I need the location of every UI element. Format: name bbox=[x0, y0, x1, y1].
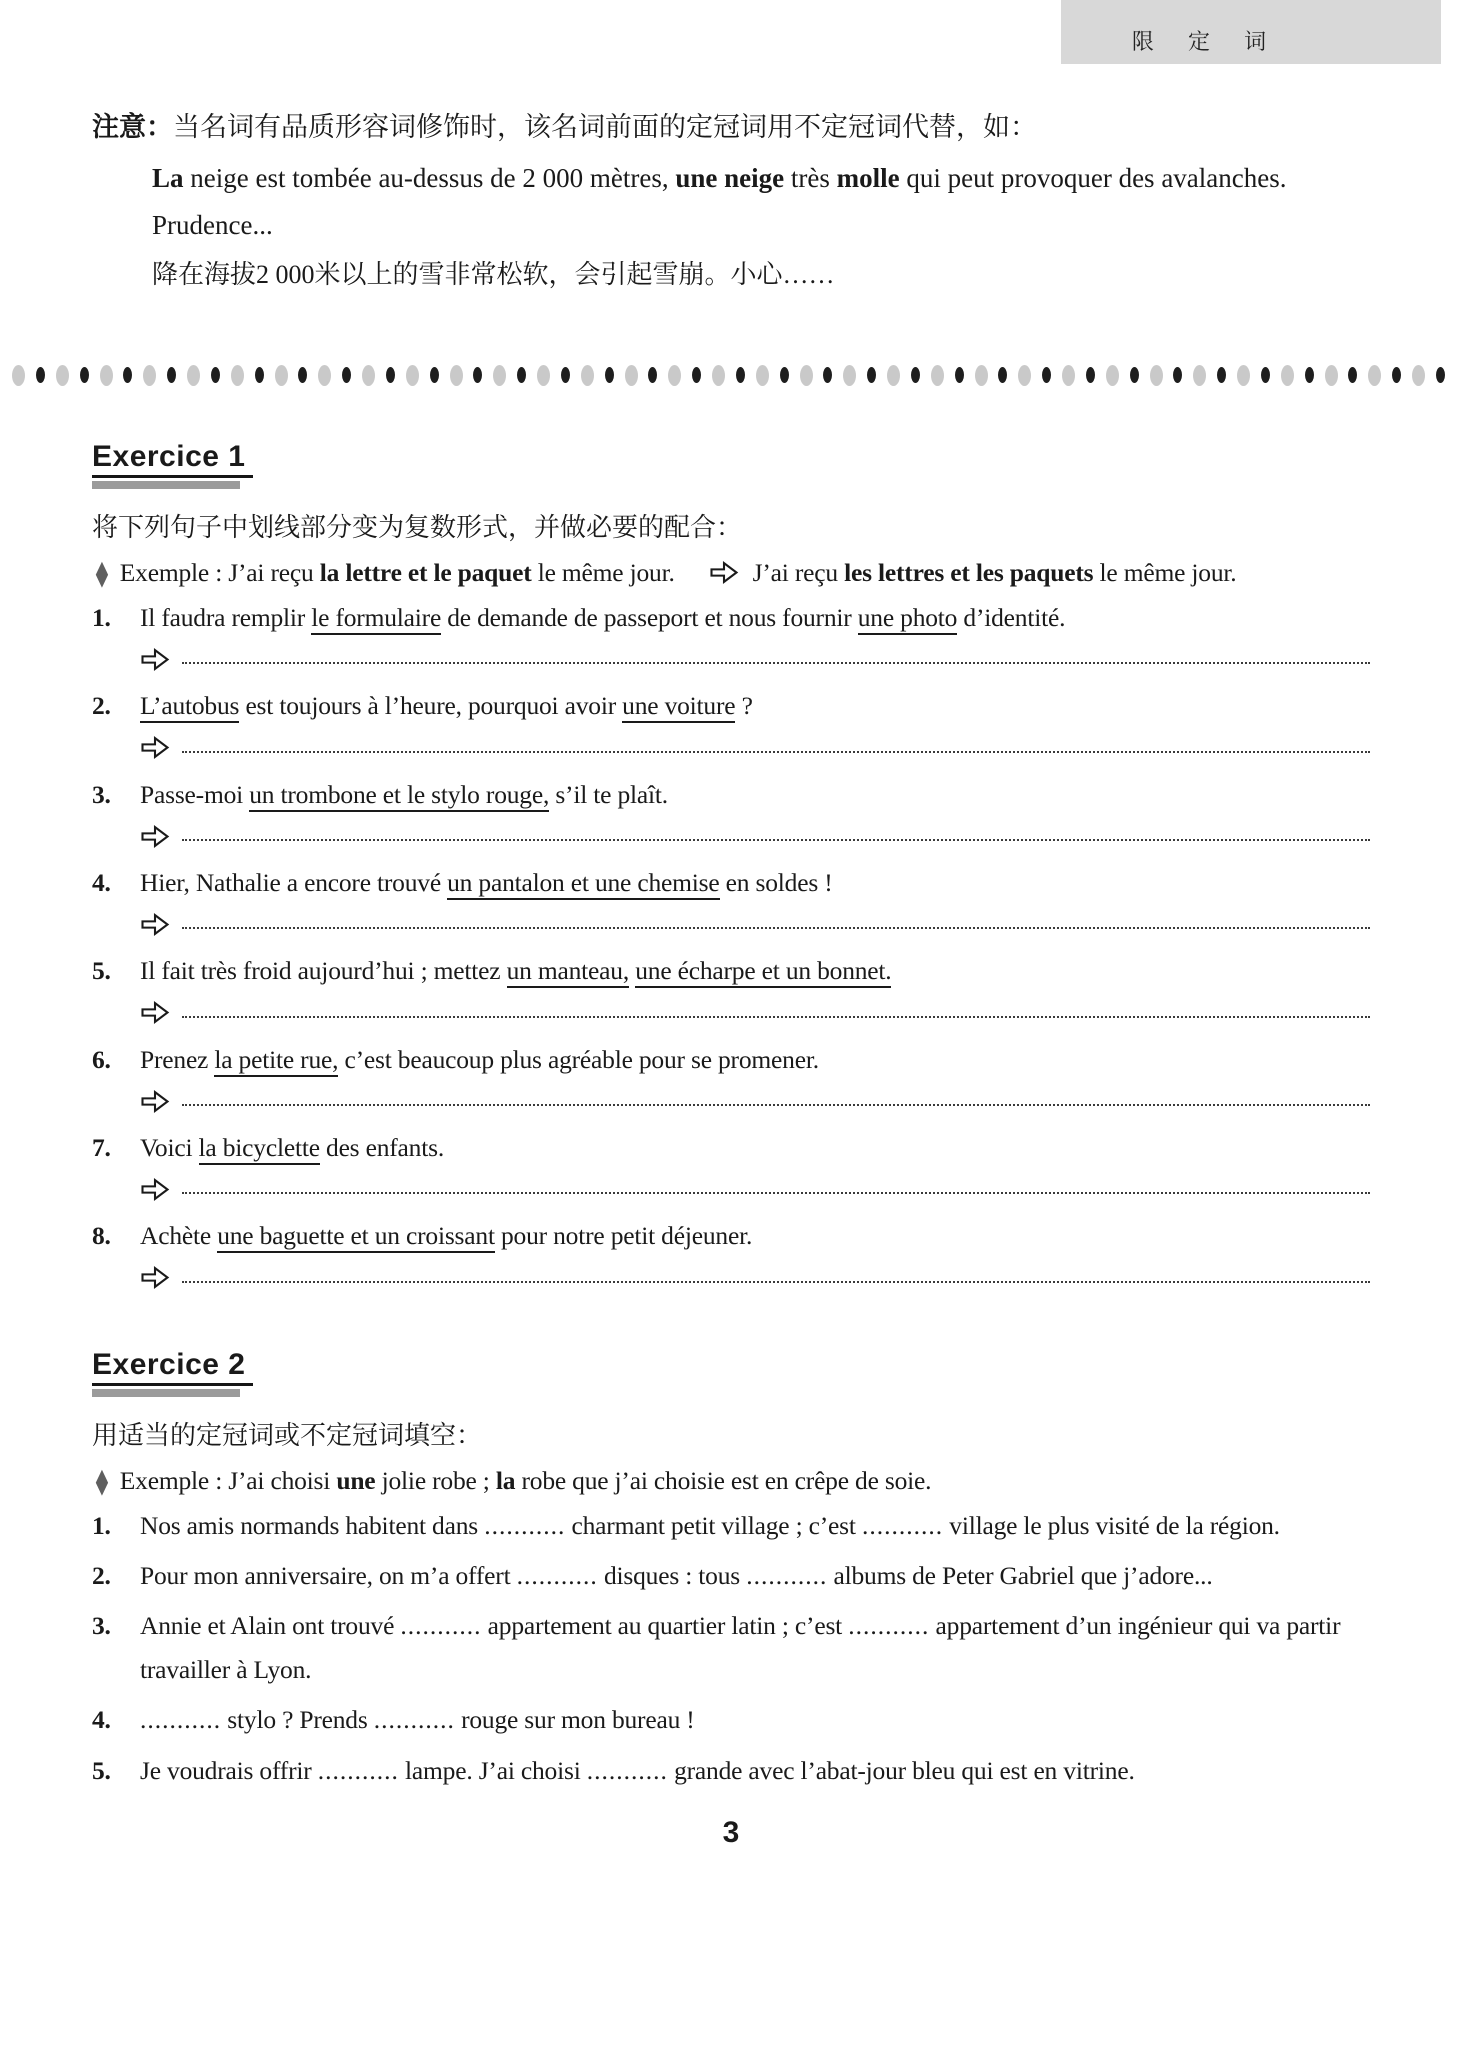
divider-dot-dark bbox=[998, 367, 1007, 383]
exercise-item bbox=[92, 1504, 1370, 1547]
text-segment-bold: une bbox=[336, 1465, 376, 1495]
dotted-answer-rule bbox=[182, 751, 1370, 753]
text-segment-normal: grande avec l’abat-jour bleu qui est en vitrine. bbox=[667, 1755, 1135, 1785]
exercise-1-example bbox=[92, 553, 1370, 592]
text-segment-normal: pour notre petit déjeuner. bbox=[494, 1221, 753, 1251]
item-number: 1. bbox=[92, 603, 111, 633]
item-sentence bbox=[140, 1504, 1370, 1547]
exercise-item bbox=[92, 949, 1370, 992]
right-arrow-icon bbox=[140, 1000, 170, 1025]
exercise-2-example bbox=[92, 1461, 1370, 1499]
text-segment-normal: des enfants. bbox=[319, 1133, 444, 1163]
divider-dot-dark bbox=[1086, 367, 1095, 383]
answer-line bbox=[140, 1171, 1370, 1207]
text-segment-normal: Prenez bbox=[140, 1044, 215, 1074]
exercise-2-heading bbox=[92, 1348, 1370, 1397]
text-segment-blank: ........... bbox=[484, 1510, 566, 1540]
exercise-item bbox=[92, 1038, 1370, 1081]
divider-dot-light bbox=[406, 365, 419, 386]
text-segment-normal: appartement d’un ingénieur qui va partir travailler à Lyon. bbox=[140, 1611, 1341, 1684]
text-segment-normal: s’il te plaît. bbox=[549, 779, 668, 809]
divider-dot-dark bbox=[1173, 367, 1182, 383]
exercise-item bbox=[92, 1214, 1370, 1257]
item-sentence bbox=[140, 1698, 1370, 1741]
divider-dot-light bbox=[1412, 365, 1425, 386]
note-example-chinese: 降在海拔2 000米以上的雪非常松软，会引起雪崩。小心…… bbox=[152, 260, 835, 290]
text-segment-bold: La bbox=[152, 163, 184, 194]
page-number: 3 bbox=[722, 1815, 740, 1849]
text-segment-normal: Achète bbox=[140, 1221, 218, 1251]
text-segment-underline: le formulaire bbox=[311, 603, 441, 635]
text-segment-normal: Exemple : J’ai choisi bbox=[119, 1465, 337, 1495]
exercise-1-instruction: 将下列句子中划线部分变为复数形式，并做必要的配合： bbox=[92, 513, 743, 543]
answer-line bbox=[140, 1260, 1370, 1296]
right-arrow-icon bbox=[140, 1265, 170, 1290]
text-segment-blank: ........... bbox=[861, 1510, 944, 1540]
right-arrow-icon bbox=[140, 735, 170, 760]
divider-dot-light bbox=[231, 365, 244, 386]
dotted-answer-rule bbox=[182, 1104, 1370, 1106]
divider-dot-dark bbox=[1348, 367, 1357, 383]
divider-dot-light bbox=[1368, 365, 1381, 386]
note-intro-line bbox=[92, 104, 1370, 150]
text-segment-normal: neige est tombée au-dessus de 2 000 mètres, bbox=[183, 163, 676, 194]
divider-dot-light bbox=[887, 365, 900, 386]
divider-dot-light bbox=[1325, 365, 1338, 386]
item-sentence bbox=[140, 1126, 1370, 1169]
divider-dot-light bbox=[12, 365, 25, 386]
item-sentence bbox=[140, 949, 1370, 992]
item-number: 7. bbox=[92, 1133, 111, 1163]
text-segment-normal: lampe. J’ai choisi bbox=[398, 1755, 587, 1785]
divider-dot-light bbox=[537, 365, 550, 386]
item-sentence bbox=[140, 773, 1370, 816]
answer-line bbox=[140, 818, 1370, 854]
divider-dot-light bbox=[712, 365, 725, 386]
divider-dot-light bbox=[362, 365, 375, 386]
divider-dot-light bbox=[800, 365, 813, 386]
divider-dot-dark bbox=[692, 367, 701, 383]
exercise-item bbox=[92, 773, 1370, 816]
divider-dot-dark bbox=[867, 367, 876, 383]
item-number: 5. bbox=[92, 1755, 111, 1785]
exercise-item bbox=[92, 1126, 1370, 1169]
dotted-answer-rule bbox=[182, 1016, 1370, 1018]
divider-dot-light bbox=[450, 365, 463, 386]
text-segment-blank: ........... bbox=[746, 1561, 828, 1591]
answer-line bbox=[140, 1083, 1370, 1119]
divider-dot-dark bbox=[123, 367, 132, 383]
exercise-item bbox=[92, 684, 1370, 727]
item-number: 6. bbox=[92, 1044, 111, 1074]
answer-line bbox=[140, 995, 1370, 1031]
text-segment-normal: Il fait très froid aujourd’hui ; mettez bbox=[140, 956, 507, 986]
item-sentence bbox=[140, 596, 1370, 639]
text-segment-blank: ........... bbox=[586, 1755, 668, 1785]
item-number: 2. bbox=[92, 1561, 111, 1591]
text-segment-normal: en soldes ! bbox=[719, 868, 833, 898]
text-segment-blank: ........... bbox=[373, 1705, 455, 1735]
text-segment-normal: rouge sur mon bureau ! bbox=[454, 1705, 695, 1735]
note-intro-text: 当名词有品质形容词修饰时，该名词前面的定冠词用不定冠词代替，如： bbox=[173, 112, 1037, 142]
exercise-item bbox=[92, 861, 1370, 904]
divider-dot-dark bbox=[955, 367, 964, 383]
text-segment-bold: les lettres et les paquets bbox=[844, 558, 1094, 588]
text-segment-underline: une écharpe et un bonnet. bbox=[635, 956, 891, 988]
text-segment-normal: robe que j’ai choisie est en crêpe de soie. bbox=[515, 1465, 932, 1495]
divider-dot-light bbox=[493, 365, 506, 386]
divider-dot-dark bbox=[1217, 367, 1226, 383]
divider-dot-light bbox=[318, 365, 331, 386]
text-segment-normal: ? bbox=[735, 691, 753, 721]
divider-dot-dark bbox=[167, 367, 176, 383]
divider-dot-dark bbox=[736, 367, 745, 383]
dotted-answer-rule bbox=[182, 927, 1370, 929]
divider-dot-light bbox=[756, 365, 769, 386]
text-segment-bold: une neige bbox=[675, 163, 785, 194]
text-segment-underline: une voiture bbox=[622, 691, 735, 723]
divider-dot-dark bbox=[211, 367, 220, 383]
divider-dot-light bbox=[187, 365, 200, 386]
text-segment-normal: appartement au quartier latin ; c’est bbox=[481, 1611, 849, 1641]
exercise-item bbox=[92, 1554, 1370, 1597]
text-segment-normal: disques : tous bbox=[597, 1561, 747, 1591]
text-segment-normal: Exemple : J’ai reçu bbox=[119, 558, 320, 588]
item-number: 3. bbox=[92, 1611, 111, 1641]
text-segment-normal: le même jour. bbox=[1093, 558, 1237, 588]
divider-dot-dark bbox=[298, 367, 307, 383]
item-sentence bbox=[140, 861, 1370, 904]
text-segment-normal: stylo ? Prends bbox=[221, 1705, 374, 1735]
answer-line bbox=[140, 641, 1370, 677]
divider-dot-light bbox=[581, 365, 594, 386]
dots-divider bbox=[0, 362, 1457, 388]
diamond-bullet-icon: ◆ bbox=[95, 1461, 109, 1499]
divider-dot-light bbox=[275, 365, 288, 386]
divider-dot-dark bbox=[517, 367, 526, 383]
note-label: 注意： bbox=[92, 112, 173, 142]
exercise-1-section bbox=[92, 440, 1370, 1296]
divider-dot-dark bbox=[1261, 367, 1270, 383]
text-segment-normal: charmant petit village ; c’est bbox=[565, 1510, 862, 1540]
text-segment-bold: molle bbox=[836, 163, 900, 194]
text-segment-underline: un manteau, bbox=[507, 956, 629, 988]
note-example-french bbox=[152, 155, 1370, 248]
item-number: 4. bbox=[92, 868, 111, 898]
exercise-2-instruction: 用适当的定冠词或不定冠词填空： bbox=[92, 1420, 483, 1450]
text-segment-normal: est toujours à l’heure, pourquoi avoir bbox=[239, 691, 623, 721]
divider-dot-dark bbox=[342, 367, 351, 383]
item-number: 1. bbox=[92, 1510, 111, 1540]
text-segment-normal: Pour mon anniversaire, on m’a offert bbox=[140, 1561, 517, 1591]
item-sentence bbox=[140, 1749, 1370, 1792]
divider-dot-dark bbox=[605, 367, 614, 383]
exercise-item bbox=[92, 1749, 1370, 1792]
text-segment-normal: Hier, Nathalie a encore trouvé bbox=[140, 868, 448, 898]
divider-dot-light bbox=[1062, 365, 1075, 386]
divider-dot-light bbox=[1237, 365, 1250, 386]
text-segment-normal: jolie robe ; bbox=[375, 1465, 496, 1495]
right-arrow-icon bbox=[140, 1177, 170, 1202]
text-segment-normal: village le plus visité de la région. bbox=[943, 1510, 1280, 1540]
text-segment-normal: Annie et Alain ont trouvé bbox=[140, 1611, 401, 1641]
text-segment-normal: Passe-moi bbox=[140, 779, 250, 809]
text-segment-blank: ........... bbox=[400, 1611, 482, 1641]
text-segment-underline: une photo bbox=[858, 603, 957, 635]
right-arrow-icon bbox=[709, 560, 739, 585]
divider-dot-dark bbox=[823, 367, 832, 383]
item-sentence bbox=[140, 1214, 1370, 1257]
answer-line bbox=[140, 906, 1370, 942]
title-underline-bar bbox=[92, 481, 240, 489]
dotted-answer-rule bbox=[182, 839, 1370, 841]
exercises bbox=[0, 440, 1457, 1850]
item-number: 4. bbox=[92, 1705, 111, 1735]
answer-line bbox=[140, 730, 1370, 766]
divider-dot-light bbox=[143, 365, 156, 386]
title-underline-bar bbox=[92, 1389, 240, 1397]
divider-dot-light bbox=[931, 365, 944, 386]
item-number: 2. bbox=[92, 691, 111, 721]
divider-dot-light bbox=[1018, 365, 1031, 386]
text-segment-normal: J’ai reçu bbox=[752, 558, 845, 588]
divider-dot-light bbox=[625, 365, 638, 386]
text-segment-bold: la lettre et le paquet bbox=[319, 558, 532, 588]
exercise-2-title: Exercice 2 bbox=[92, 1348, 253, 1386]
divider-dot-dark bbox=[1436, 367, 1445, 383]
note-section bbox=[0, 104, 1457, 298]
example-sentence bbox=[120, 558, 1370, 588]
divider-dot-light bbox=[843, 365, 856, 386]
right-arrow-icon bbox=[140, 824, 170, 849]
text-segment-bold: la bbox=[495, 1465, 516, 1495]
item-number: 3. bbox=[92, 779, 111, 809]
text-segment-blank: ........... bbox=[516, 1561, 598, 1591]
chapter-header-tab bbox=[1061, 0, 1441, 64]
text-segment-blank: ........... bbox=[140, 1705, 222, 1735]
text-segment-underline: un pantalon et une chemise bbox=[447, 868, 719, 900]
dotted-answer-rule bbox=[182, 1192, 1370, 1194]
exercise-1-title: Exercice 1 bbox=[92, 440, 253, 478]
text-segment-normal: c’est beaucoup plus agréable pour se promener. bbox=[338, 1044, 819, 1074]
exercise-1-items bbox=[92, 596, 1370, 1296]
item-sentence bbox=[140, 1554, 1370, 1597]
divider-dot-light bbox=[56, 365, 69, 386]
text-segment-underline: une baguette et un croissant bbox=[217, 1221, 495, 1253]
item-sentence bbox=[140, 684, 1370, 727]
item-number: 8. bbox=[92, 1221, 111, 1251]
divider-dot-dark bbox=[561, 367, 570, 383]
dotted-answer-rule bbox=[182, 1281, 1370, 1283]
divider-dot-dark bbox=[911, 367, 920, 383]
exercise-2-items bbox=[92, 1504, 1370, 1792]
divider-dot-light bbox=[1281, 365, 1294, 386]
text-segment-normal: très bbox=[784, 163, 837, 194]
dotted-answer-rule bbox=[182, 662, 1370, 664]
divider-dot-dark bbox=[430, 367, 439, 383]
text-segment-normal: Il faudra remplir bbox=[140, 603, 312, 633]
text-segment-underline: la petite rue, bbox=[214, 1045, 338, 1077]
diamond-bullet-icon: ◆ bbox=[95, 553, 109, 592]
text-segment-normal: Nos amis normands habitent dans bbox=[140, 1510, 485, 1540]
item-sentence bbox=[140, 1038, 1370, 1081]
text-segment-normal: albums de Peter Gabriel que j’adore... bbox=[827, 1561, 1213, 1591]
divider-dot-dark bbox=[1305, 367, 1314, 383]
divider-dot-dark bbox=[1392, 367, 1401, 383]
text-segment-underline: L’autobus bbox=[140, 691, 239, 723]
text-segment-blank: ........... bbox=[848, 1611, 930, 1641]
note-body bbox=[92, 155, 1370, 298]
text-segment-normal: le même jour. bbox=[531, 558, 675, 588]
right-arrow-icon bbox=[140, 1089, 170, 1114]
right-arrow-icon bbox=[140, 647, 170, 672]
divider-dot-light bbox=[1106, 365, 1119, 386]
exercise-2-section bbox=[92, 1348, 1370, 1792]
exercise-item bbox=[92, 1604, 1370, 1691]
divider-dot-dark bbox=[36, 367, 45, 383]
divider-dot-dark bbox=[648, 367, 657, 383]
divider-dot-dark bbox=[80, 367, 89, 383]
text-segment-normal: de demande de passeport et nous fournir bbox=[441, 603, 858, 633]
exercise-item bbox=[92, 1698, 1370, 1741]
divider-dot-light bbox=[1193, 365, 1206, 386]
divider-dot-dark bbox=[780, 367, 789, 383]
text-segment-normal: d’identité. bbox=[957, 603, 1066, 633]
exercise-1-heading bbox=[92, 440, 1370, 489]
exercise-item bbox=[92, 596, 1370, 639]
example-sentence bbox=[120, 1466, 1370, 1496]
divider-dot-dark bbox=[255, 367, 264, 383]
divider-dot-dark bbox=[1042, 367, 1051, 383]
chapter-title: 限 定 词 bbox=[1131, 29, 1281, 54]
text-segment-normal: qui peut provoquer des avalanches. Prudence... bbox=[152, 163, 1287, 240]
divider-dot-light bbox=[975, 365, 988, 386]
text-segment-blank: ........... bbox=[317, 1755, 399, 1785]
text-segment-underline: la bicyclette bbox=[199, 1133, 320, 1165]
text-segment-normal: Je voudrais offrir bbox=[140, 1755, 318, 1785]
text-segment-underline: un trombone et le stylo rouge, bbox=[249, 780, 549, 812]
item-number: 5. bbox=[92, 956, 111, 986]
text-segment-normal: Voici bbox=[140, 1133, 199, 1163]
note-block bbox=[92, 104, 1370, 298]
item-sentence bbox=[140, 1604, 1370, 1691]
divider-dot-dark bbox=[1130, 367, 1139, 383]
divider-dot-light bbox=[100, 365, 113, 386]
divider-dot-dark bbox=[473, 367, 482, 383]
divider-dot-light bbox=[668, 365, 681, 386]
divider-dot-dark bbox=[386, 367, 395, 383]
right-arrow-icon bbox=[140, 912, 170, 937]
divider-dot-light bbox=[1150, 365, 1163, 386]
